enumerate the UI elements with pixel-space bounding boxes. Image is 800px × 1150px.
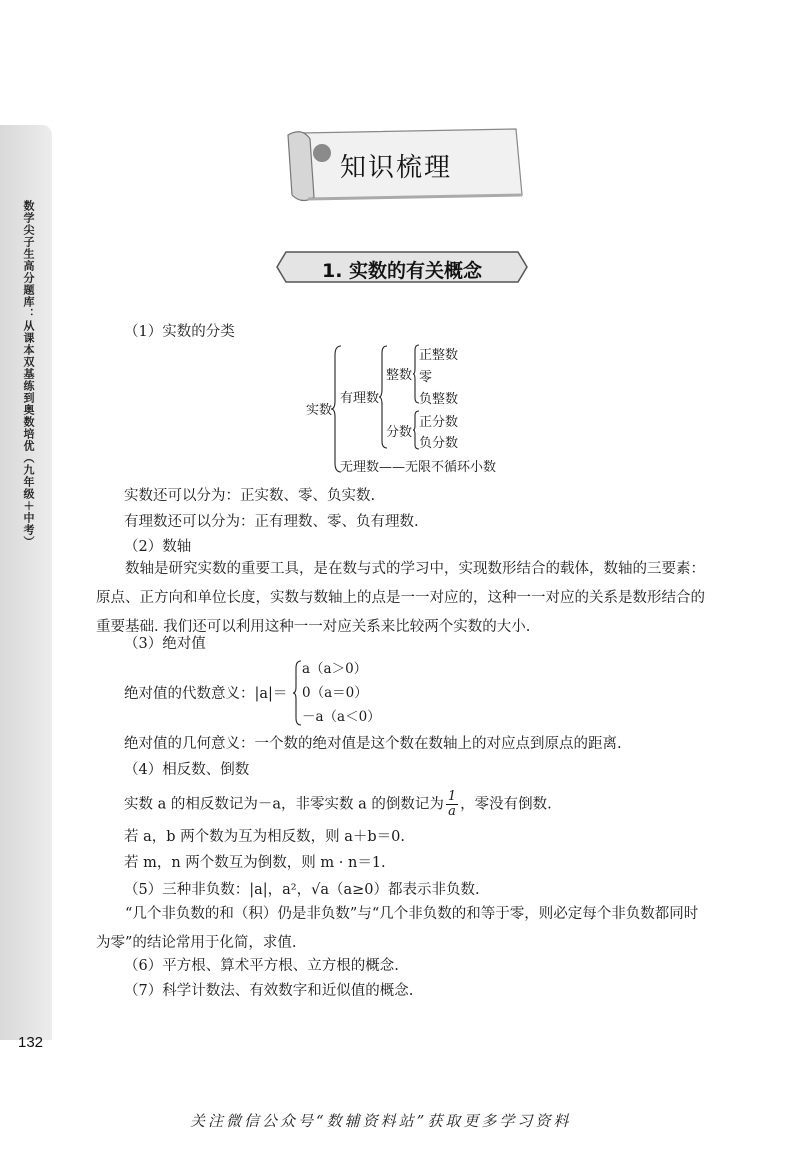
tree-root: 实数 (306, 403, 333, 418)
abs-cases-brace (292, 660, 302, 726)
section-title: 1. 实数的有关概念 (321, 260, 483, 282)
s6-heading: （6）平方根、算术平方根、立方根的概念. (124, 958, 399, 974)
tree-pos-frac: 正分数 (419, 415, 459, 430)
fraction-numerator: 1 (447, 789, 457, 804)
s3-heading: （3）绝对值 (124, 636, 206, 652)
banner-dot-icon (313, 144, 331, 162)
s5-heading: （5）三种非负数：|a|，a²，√a（a≥0）都表示非负数. (124, 882, 480, 898)
tree-zero: 零 (419, 370, 433, 385)
abs-geometric: 绝对值的几何意义：一个数的绝对值是这个数在数轴上的对应点到原点的距离. (124, 736, 622, 752)
abs-case-positive: a（a＞0） (302, 661, 368, 677)
s4-line1 (124, 790, 552, 819)
tree-neg-frac: 负分数 (419, 436, 459, 451)
root-brace (330, 345, 342, 473)
s1-line-b: 有理数还可以分为：正有理数、零、负有理数. (124, 514, 419, 530)
s4-line2: 若 a，b 两个数为互为相反数，则 a＋b＝0. (124, 829, 406, 845)
tree-rational: 有理数 (340, 391, 380, 406)
section-banner (284, 125, 524, 203)
banner-title: 知识梳理 (340, 153, 453, 183)
fraction-denominator: a (448, 804, 456, 819)
s4-line1-post: ，零没有倒数. (460, 796, 552, 813)
s7-heading: （7）科学计数法、有效数字和近似值的概念. (124, 983, 414, 999)
s4-heading: （4）相反数、倒数 (124, 762, 250, 778)
tree-integer: 整数 (386, 368, 413, 383)
s2-paragraph: 数轴是研究实数的重要工具，是在数与式的学习中，实现数形结合的载体，数轴的三要素：原点、正方向和单位长度，实数与数轴上的点是一一对应的，这种一一对应的关系是数形结合的重要基础. 我们还可以利用这种一一对应关系来比较两个实数的大小. (96, 561, 705, 635)
tree-fraction: 分数 (386, 425, 413, 440)
abs-case-negative: －a（a＜0） (302, 709, 381, 725)
footer-watermark: 关注微信公众号“数辅资料站”获取更多学习资料 (190, 1112, 572, 1130)
abs-algebraic-label: 绝对值的代数意义：|a|＝ (124, 686, 288, 702)
tree-neg-int: 负整数 (419, 392, 459, 407)
s5-paragraph: “几个非负数的和（积）仍是非负数”与“几个非负数的和等于零，则必定每个非负数都同时为零”的结论常用于化简，求值. (96, 906, 699, 951)
s4-line1-pre: 实数 a 的相反数记为－a，非零实数 a 的倒数记为 (124, 796, 444, 813)
page-number: 132 (18, 1034, 44, 1051)
series-title: 数学尖子生高分题库：从课本双基练到奥数培优（九年级＋中考） (22, 200, 35, 548)
section-title-box (276, 250, 528, 284)
s1-heading: （1）实数的分类 (124, 324, 235, 340)
tree-pos-int: 正整数 (419, 348, 459, 363)
tree-irrational: 无理数——无限不循环小数 (340, 460, 497, 475)
abs-case-zero: 0（a＝0） (302, 685, 368, 701)
s1-line-a: 实数还可以分为：正实数、零、负实数. (124, 488, 376, 504)
s4-line3: 若 m，n 两个数互为倒数，则 m · n＝1. (124, 855, 386, 871)
s2-heading: （2）数轴 (124, 539, 192, 555)
reciprocal-fraction (446, 790, 458, 819)
